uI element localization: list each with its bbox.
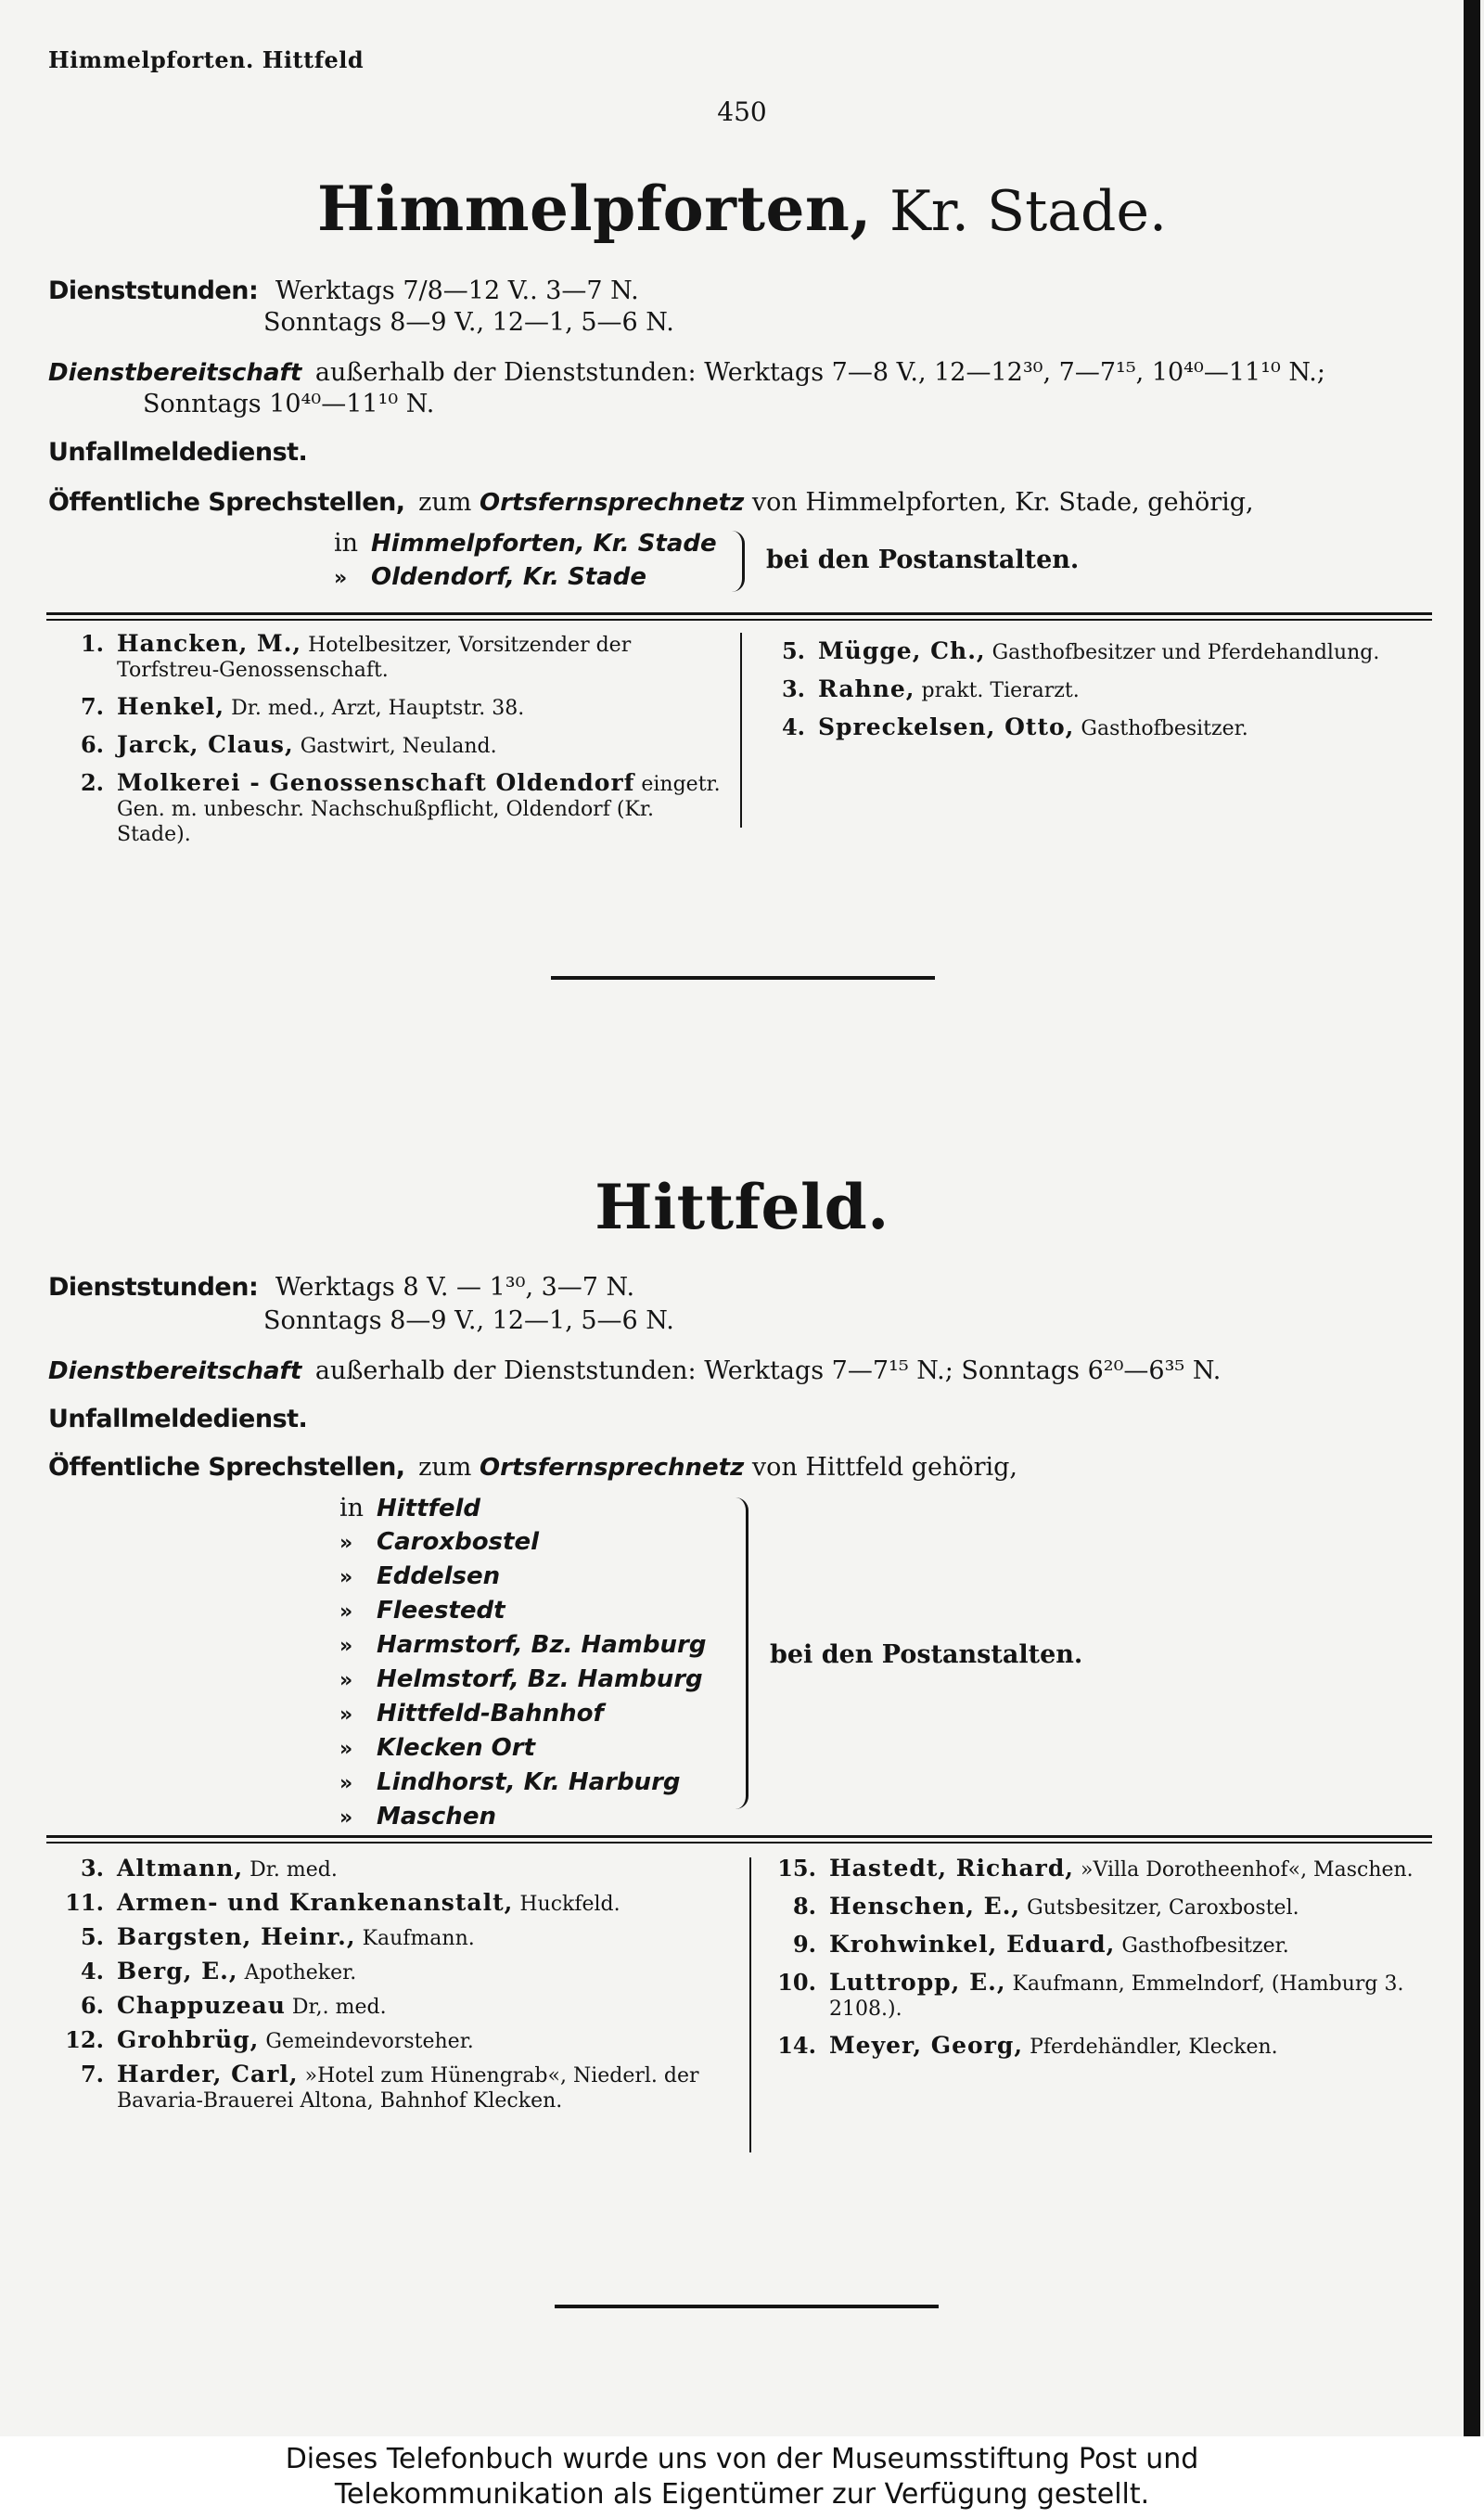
column-divider [740, 633, 742, 828]
places-brace [731, 531, 745, 592]
place-name: Caroxbostel [377, 1528, 540, 1556]
standby-row [48, 358, 1325, 387]
ditto-mark: » [339, 1532, 353, 1555]
entry-text: prakt. Tierarzt. [921, 679, 1080, 702]
subscriber-entry [48, 732, 731, 759]
ditto-mark: » [339, 1806, 353, 1830]
in-word: in [334, 529, 359, 558]
footer-line: Dieses Telefonbuch wurde uns von der Museumsstiftung Post und [285, 2443, 1199, 2475]
place-item [339, 1731, 706, 1766]
entry-name: Molkerei - Genossenschaft Oldendorf [117, 769, 635, 796]
entry-number: 4. [80, 1958, 104, 1985]
subscriber-entry [48, 1856, 731, 1882]
entry-text: Gasthofbesitzer. [1081, 717, 1248, 740]
ditto-mark: » [339, 1772, 353, 1795]
subscriber-entry [48, 631, 731, 683]
standby-text: außerhalb der Dienststunden: Werktags 7—8 V., 12—12³⁰, 7—7¹⁵, 10⁴⁰—11¹⁰ N.; [314, 358, 1325, 387]
subscriber-entry [761, 1894, 1436, 1921]
entry-number: 3. [80, 1855, 104, 1882]
public-stations-row [48, 488, 1254, 517]
entry-name: Berg, E., [117, 1958, 238, 1985]
entry-text: Dr. med. [249, 1858, 338, 1882]
places-brace [733, 1497, 748, 1809]
section-end-rule [551, 976, 935, 980]
subscriber-entry [48, 770, 731, 847]
entry-name: Krohwinkel, Eduard, [829, 1931, 1116, 1958]
title-rest: Kr. Stade. [889, 179, 1168, 244]
entry-name: Luttropp, E., [829, 1969, 1006, 1996]
subscriber-entry [48, 1924, 731, 1951]
hours-line-weekday: Werktags 8 V. — 1³⁰, 3—7 N. [275, 1273, 635, 1302]
place-name: Helmstorf, Bz. Hamburg [377, 1665, 703, 1693]
entry-name: Henschen, E., [829, 1893, 1021, 1920]
entry-name: Jarck, Claus, [117, 731, 294, 758]
in-word: in [339, 1494, 365, 1522]
entry-number: 6. [80, 731, 104, 758]
title-main: Hittfeld. [595, 1171, 889, 1243]
public-stations-row [48, 1453, 1017, 1482]
places-list [334, 527, 717, 595]
brace-note: bei den Postanstalten. [766, 546, 1080, 574]
place-name: Maschen [377, 1803, 496, 1831]
entry-name: Mügge, Ch., [818, 637, 986, 664]
entry-text: Kaufmann. [362, 1927, 475, 1950]
entries-right [761, 1856, 1436, 2071]
public-stations-label: Öffentliche Sprechstellen, [48, 1453, 405, 1482]
entry-number: 5. [80, 1923, 104, 1950]
ditto-mark: » [339, 1669, 353, 1692]
column-divider [749, 1857, 751, 2152]
hours-line-weekday: Werktags 7/8—12 V.. 3—7 N. [275, 276, 639, 305]
entry-number: 11. [65, 1889, 104, 1916]
entry-name: Spreckelsen, Otto, [818, 713, 1075, 740]
double-rule [46, 612, 1432, 621]
ditto-mark: » [339, 1566, 353, 1589]
subscriber-entry [48, 1993, 731, 2020]
entry-number: 7. [80, 2061, 104, 2088]
entry-text: Gemeindevorsteher. [265, 2030, 474, 2053]
subscriber-entry [48, 1959, 731, 1985]
place-name: Hittfeld [377, 1495, 480, 1522]
place-item [339, 1560, 706, 1594]
page-number: 450 [717, 96, 767, 127]
entry-name: Chappuzeau [117, 1992, 286, 2019]
hours-label: Dienststunden: [48, 1273, 259, 1302]
place-item [339, 1594, 706, 1628]
entry-name: Henkel, [117, 693, 225, 720]
ditto-mark: » [339, 1635, 353, 1658]
entry-text: Apotheker. [244, 1961, 357, 1985]
entry-number: 1. [80, 630, 104, 657]
entry-text: Gasthofbesitzer und Pferdehandlung. [991, 641, 1380, 664]
entry-text: Gutsbesitzer, Caroxbostel. [1027, 1896, 1299, 1920]
subscriber-entry [761, 2033, 1436, 2060]
ditto-mark: » [339, 1738, 353, 1761]
place-item [339, 1492, 706, 1525]
brace-note: bei den Postanstalten. [770, 1640, 1083, 1669]
subscriber-entry [761, 1970, 1436, 2022]
place-name: Eddelsen [377, 1562, 501, 1590]
place-name: Hittfeld-Bahnhof [377, 1700, 604, 1728]
entry-name: Hancken, M., [117, 630, 302, 657]
hours-row [48, 276, 639, 305]
entry-number: 8. [792, 1893, 816, 1920]
section-title-hittfeld [0, 1171, 1484, 1243]
ditto-mark: » [339, 1703, 353, 1727]
place-item [339, 1628, 706, 1663]
entry-text: eingetr. Gen. m. unbeschr. Nachschußpflicht, Oldendorf (Kr. Stade). [117, 773, 721, 846]
entries-right [749, 638, 1436, 752]
entry-text: »Hotel zum Hünengrab«, Niederl. der Bavaria-Brauerei Altona, Bahnhof Klecken. [117, 2064, 699, 2113]
subscriber-entry [48, 1890, 731, 1917]
place-item [339, 1663, 706, 1697]
entry-number: 2. [80, 769, 104, 796]
subscriber-entry [749, 638, 1436, 665]
public-stations-net: Ortsfernsprechnetz [479, 1454, 745, 1482]
places-list [339, 1492, 706, 1834]
standby-text-sunday: Sonntags 10⁴⁰—11¹⁰ N. [143, 390, 435, 418]
public-stations-pre: zum [418, 488, 472, 517]
ditto-mark: » [339, 1600, 353, 1624]
entry-number: 14. [777, 2032, 816, 2059]
entry-name: Rahne, [818, 675, 915, 702]
accident-service: Unfallmeldedienst. [48, 1405, 308, 1433]
subscriber-entry [48, 2027, 731, 2054]
place-item [334, 527, 717, 560]
subscriber-entry [749, 714, 1436, 741]
place-name: Oldendorf, Kr. Stade [371, 563, 647, 591]
subscriber-entry [749, 676, 1436, 703]
entry-name: Hastedt, Richard, [829, 1855, 1075, 1882]
entry-text: Hotelbesitzer, Vorsitzender der Torfstreu-Genossenschaft. [117, 634, 632, 682]
public-stations-label: Öffentliche Sprechstellen, [48, 488, 405, 517]
entry-name: Armen- und Krankenanstalt, [117, 1889, 514, 1916]
section-end-rule [555, 2305, 939, 2308]
place-item [339, 1525, 706, 1560]
entry-number: 6. [80, 1992, 104, 2019]
entry-name: Meyer, Georg, [829, 2032, 1024, 2059]
entry-number: 3. [781, 675, 805, 702]
entry-number: 9. [792, 1931, 816, 1958]
hours-line-sunday: Sonntags 8—9 V., 12—1, 5—6 N. [263, 1306, 674, 1335]
footer-notice [0, 2436, 1484, 2518]
entries-left [48, 631, 731, 858]
entries-left [48, 1856, 731, 2121]
subscriber-entry [761, 1932, 1436, 1959]
subscriber-entry [761, 1856, 1436, 1882]
entry-text: Dr. med., Arzt, Hauptstr. 38. [231, 697, 525, 720]
place-name: Lindhorst, Kr. Harburg [377, 1768, 681, 1796]
entry-text: Pferdehändler, Klecken. [1030, 2036, 1278, 2059]
double-rule [46, 1835, 1432, 1844]
hours-row [48, 1273, 634, 1302]
standby-label: Dienstbereitschaft [48, 359, 302, 387]
public-stations-net: Ortsfernsprechnetz [479, 489, 745, 517]
place-item [334, 560, 717, 595]
place-item [339, 1800, 706, 1834]
entry-text: Kaufmann, Emmelndorf, (Hamburg 3. 2108.). [829, 1972, 1404, 2021]
entry-number: 4. [781, 713, 805, 740]
title-main: Himmelpforten, [316, 173, 872, 245]
standby-text: außerhalb der Dienststunden: Werktags 7—7¹⁵ N.; Sonntags 6²⁰—6³⁵ N. [314, 1356, 1222, 1385]
hours-line-sunday: Sonntags 8—9 V., 12—1, 5—6 N. [263, 308, 674, 337]
entry-number: 7. [80, 693, 104, 720]
entry-text: Gastwirt, Neuland. [300, 735, 497, 758]
entry-name: Harder, Carl, [117, 2061, 299, 2088]
entry-text: Gasthofbesitzer. [1121, 1934, 1289, 1958]
entry-text: »Villa Dorotheenhof«, Maschen. [1081, 1858, 1414, 1882]
footer-line: Telekommunikation als Eigentümer zur Verfügung gestellt. [334, 2478, 1150, 2511]
entry-text: Huckfeld. [519, 1893, 620, 1916]
place-name: Klecken Ort [377, 1734, 536, 1762]
place-name: Fleestedt [377, 1597, 505, 1625]
entry-name: Bargsten, Heinr., [117, 1923, 356, 1950]
subscriber-entry [48, 2062, 731, 2113]
place-name: Harmstorf, Bz. Hamburg [377, 1631, 707, 1659]
entry-number: 10. [777, 1969, 816, 1996]
public-stations-pre: zum [418, 1453, 472, 1482]
public-stations-post: von Hittfeld gehörig, [751, 1453, 1017, 1482]
accident-service: Unfallmeldedienst. [48, 438, 308, 467]
section-title-himmelpforten [0, 173, 1484, 245]
entry-name: Altmann, [117, 1855, 244, 1882]
hours-label: Dienststunden: [48, 276, 259, 305]
place-name: Himmelpforten, Kr. Stade [371, 530, 717, 558]
standby-row [48, 1356, 1221, 1385]
subscriber-entry [48, 694, 731, 721]
place-item [339, 1766, 706, 1800]
entry-number: 15. [777, 1855, 816, 1882]
running-head: Himmelpforten. Hittfeld [48, 46, 365, 73]
entry-number: 5. [781, 637, 805, 664]
entry-text: Dr,. med. [291, 1996, 387, 2019]
place-item [339, 1697, 706, 1731]
entry-name: Grohbrüg, [117, 2026, 260, 2053]
entry-number: 12. [65, 2026, 104, 2053]
public-stations-post: von Himmelpforten, Kr. Stade, gehörig, [751, 488, 1254, 517]
ditto-mark: » [334, 567, 348, 590]
standby-label: Dienstbereitschaft [48, 1357, 302, 1385]
